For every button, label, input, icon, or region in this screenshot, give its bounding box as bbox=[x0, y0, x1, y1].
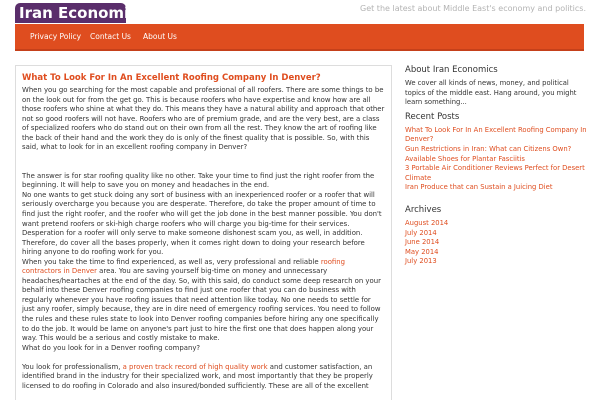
post-paragraph bbox=[22, 363, 385, 392]
site-title[interactable]: Iran Economics bbox=[15, 3, 126, 23]
roofing-contractors-link[interactable]: roofing contractors in Denver bbox=[22, 257, 346, 276]
post-text: area. You are saving yourself big-time on money and unnecessary headaches/heartaches at the end of the day. So, with this said, do conduct some deep research on your behalf into these Denver roofing companies to find just one roofer that you can do business with regularly whenever you have roofing issues that need attention like today. No one needs to settle for just any roofer, simply because, they are in dire need of emergency roofing services. You need to follow the rules and these rules state to look into Denver roofing companies before hiring any one specifically to do the job. It would be lame on anyone's part just to hire the first one that does happen along your way. This would be a serious and costly mistake to make. bbox=[22, 267, 381, 343]
archive-link[interactable]: July 2014 bbox=[405, 228, 437, 237]
post-text: You look for professionalism, bbox=[22, 362, 123, 371]
recent-post-link[interactable]: Available Shoes for Plantar Fasciitis bbox=[405, 154, 525, 163]
nav-item-contact-us[interactable]: Contact Us bbox=[90, 32, 131, 41]
about-heading: About Iran Economics bbox=[405, 65, 498, 75]
recent-post-link[interactable]: Iran Produce that can Sustain a Juicing Diet bbox=[405, 183, 553, 192]
recent-post-link[interactable]: 3 Portable Air Conditioner Reviews Perfect for Desert Climate bbox=[405, 164, 585, 182]
archive-link[interactable]: August 2014 bbox=[405, 218, 449, 227]
site-tagline: Get the latest about Middle East's economy and politics. bbox=[360, 4, 586, 13]
post-text: When you take the time to find experienced, as well as, very professional and reliable bbox=[22, 257, 321, 266]
post-paragraph: No one wants to get stuck doing any sort of business with an inexperienced roofer or a roofer that will seriously overcharge you because you are desperate. Therefore, do take the proper amount of time to find just the right roofer, and the roofer who will get the job done in the best manner possible. You don't want pretend roofers or ski-high charge roofers who will charge you big-time for their services. Desperation for a roofer will only serve to make someone dishonest scam you, as well, in addition. Therefore, do cover all the bases properly, when it comes right down to doing your research before hiring anyone to do roofing work for you. bbox=[22, 190, 382, 257]
archive-link[interactable]: June 2014 bbox=[405, 238, 440, 247]
nav-item-privacy-policy[interactable]: Privacy Policy bbox=[30, 32, 82, 41]
nav-item-about-us[interactable]: About Us bbox=[143, 32, 177, 41]
recent-post-link[interactable]: What To Look For In An Excellent Roofing Company In Denver? bbox=[405, 125, 587, 144]
post-text: and customer satisfaction, an identified brand in the industry for their specialized work, and most importantly that they be properly licensed to do roofing in Colorado and also insured/bonded sufficiently. These are all of the excellent bbox=[22, 362, 373, 390]
post-paragraph bbox=[22, 258, 385, 344]
post-paragraph: When you go searching for the most capable and professional of all roofers. There are some things to be on the look out for from the get go. This is because roofers who have expertise and know how are all those roofers who shine at what they do. This means they have a natural ability and approach that other not so good roofers will not have. Roofers who are of premium grade, and are the very best, are a class of specialized roofers who do stand out on their own from all the rest. They know the art of roofing like the back of their hand and the work they do is only of the finest quality that is possible. So, with this said, what to look for in an excellent roofing company in Denver? bbox=[22, 86, 385, 152]
post-paragraph: The answer is for star roofing quality like no other. Take your time to find just the right roofer from the beginning. It will help to save you on money and headaches in the end. bbox=[22, 171, 375, 190]
recent-post-link[interactable]: Gun Restrictions in Iran: What can Citizens Own? bbox=[405, 144, 572, 153]
recent-posts-list bbox=[405, 126, 590, 193]
post-paragraph: What do you look for in a Denver roofing company? bbox=[22, 343, 201, 352]
archives-list bbox=[405, 219, 590, 267]
archives-heading: Archives bbox=[405, 204, 442, 215]
archive-link[interactable]: July 2013 bbox=[405, 257, 437, 266]
sidebar bbox=[405, 65, 590, 275]
post-title[interactable]: What To Look For In An Excellent Roofing Company In Denver? bbox=[22, 73, 321, 83]
recent-posts-heading: Recent Posts bbox=[405, 111, 460, 122]
archive-link[interactable]: May 2014 bbox=[405, 247, 439, 256]
post-content bbox=[15, 65, 392, 400]
main-nav bbox=[15, 24, 584, 51]
track-record-link[interactable]: a proven track record of high quality work bbox=[122, 362, 268, 371]
about-text: We cover all kinds of news, money, and political topics of the middle east. Hang around, you might learn something... bbox=[405, 79, 577, 107]
